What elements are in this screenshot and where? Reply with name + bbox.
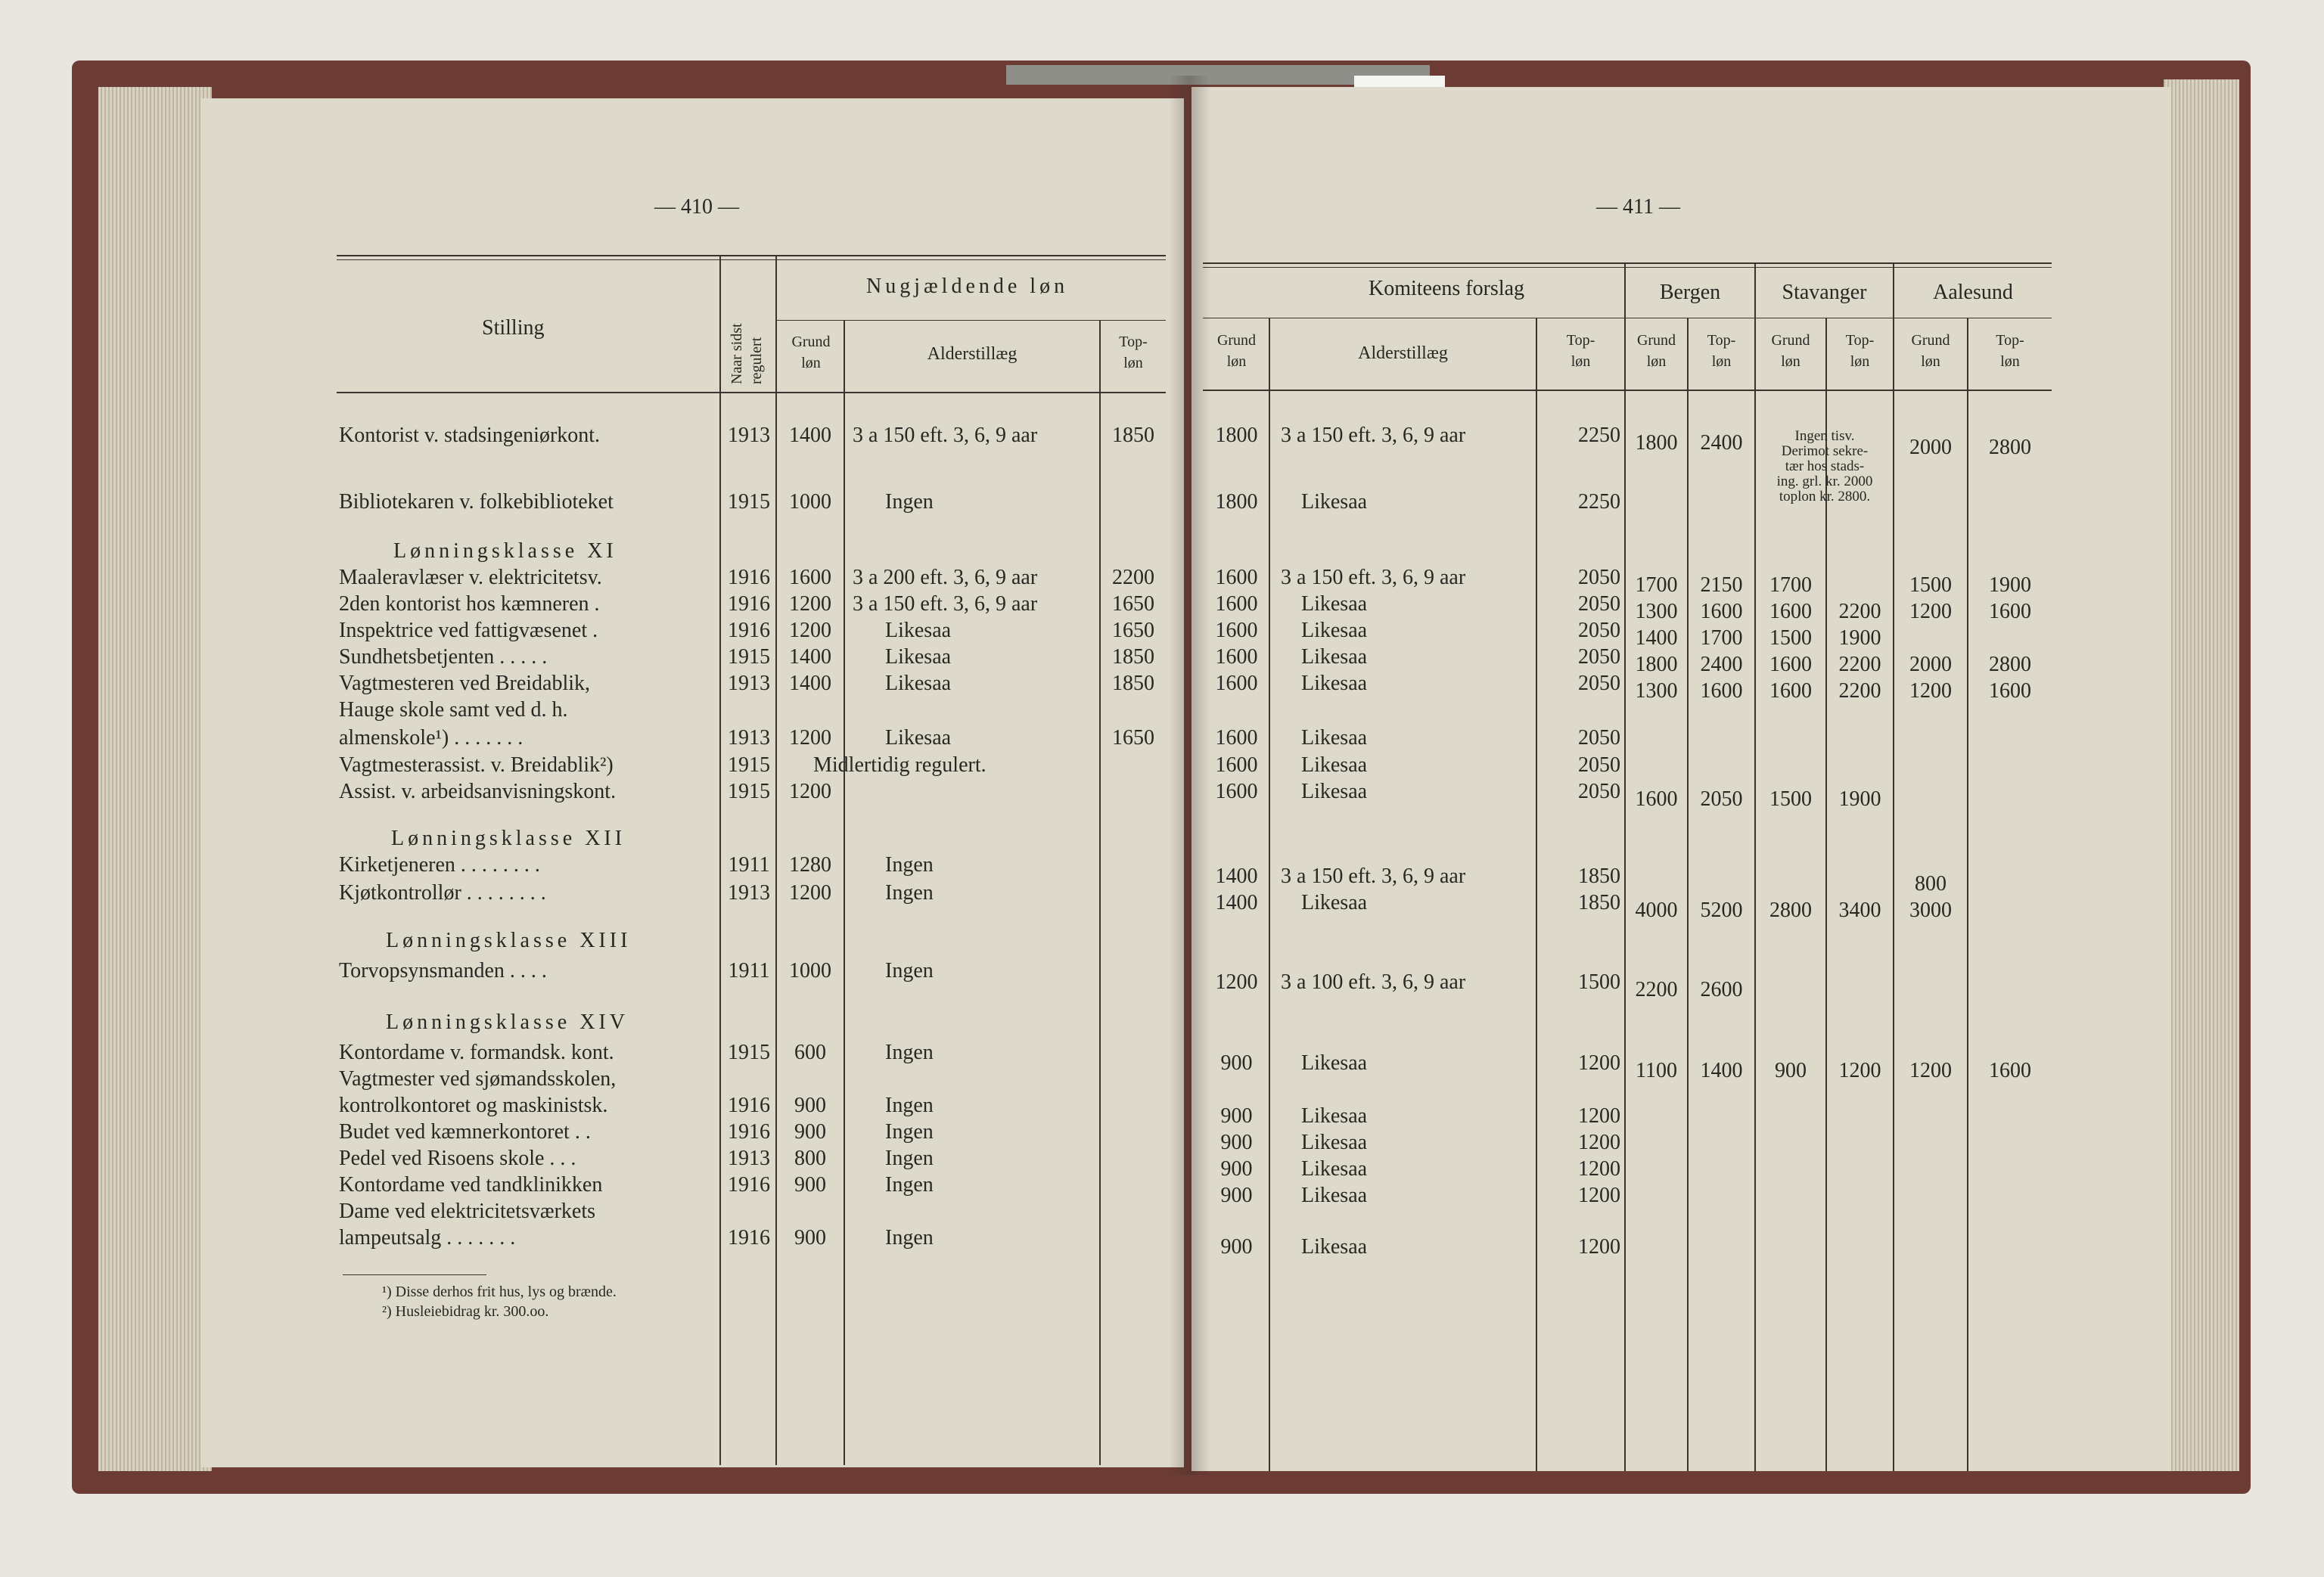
right-cell-k_grund: 900 — [1220, 1235, 1253, 1259]
right-cell-k_alder: Likesaa — [1301, 672, 1368, 695]
left-cell-stilling: Dame ved elektricitetsværkets — [339, 1200, 595, 1223]
left-cell-grund: 1200 — [789, 619, 831, 642]
left-cell-stilling: Hauge skole samt ved d. h. — [339, 698, 568, 722]
right-cell-k_grund: 1200 — [1215, 970, 1258, 994]
left-cell-top: 1850 — [1112, 424, 1154, 447]
left-cell-alder: Ingen — [885, 853, 934, 877]
class-heading-xiii: Lønningsklasse XIII — [386, 929, 632, 952]
left-cell-grund: 1200 — [789, 726, 831, 750]
right-cell-k_alder: 3 a 100 eft. 3, 6, 9 aar — [1281, 970, 1466, 994]
right-cell-k_top: 1500 — [1578, 970, 1620, 994]
left-cell-top: 1850 — [1112, 672, 1154, 695]
right-cell-k_top: 2050 — [1578, 672, 1620, 695]
right-cell-a_top: 2800 — [1989, 653, 2031, 676]
left-cell-stilling: Kirketjeneren . . . . . . . . — [339, 853, 540, 877]
header-stilling: Stilling — [482, 316, 545, 340]
right-cell-k_grund: 1600 — [1215, 645, 1258, 669]
left-cell-aar: 1913 — [728, 726, 770, 750]
left-cell-top: 1850 — [1112, 645, 1154, 669]
left-cell-stilling: Bibliotekaren v. folkebiblioteket — [339, 490, 614, 514]
subheader-grund-2: løn — [1781, 353, 1800, 370]
right-cell-s_top: 3400 — [1838, 899, 1881, 922]
right-cell-a_grund: 1500 — [1909, 573, 1952, 597]
right-cell-k_grund: 1600 — [1215, 619, 1258, 642]
stavanger-note-line: Derimot sekre- — [1781, 443, 1869, 459]
page-edges-right — [2164, 79, 2239, 1471]
right-cell-b_grund: 2200 — [1635, 978, 1678, 1001]
col-divider — [844, 320, 845, 1465]
right-cell-k_alder: Likesaa — [1301, 619, 1368, 642]
right-cell-k_top: 1200 — [1578, 1157, 1620, 1181]
footnote-1: ¹) Disse derhos frit hus, lys og brænde. — [382, 1284, 617, 1300]
right-cell-k_top: 1850 — [1578, 865, 1620, 888]
right-cell-b_top: 1600 — [1700, 679, 1743, 703]
right-cell-k_grund: 1600 — [1215, 753, 1258, 777]
header-naar-2: regulert — [748, 337, 765, 384]
right-cell-k_alder: Likesaa — [1301, 780, 1368, 803]
right-cell-k_alder: Likesaa — [1301, 891, 1368, 914]
right-cell-k_alder: 3 a 150 eft. 3, 6, 9 aar — [1281, 566, 1466, 589]
right-cell-k_top: 1200 — [1578, 1235, 1620, 1259]
rule — [337, 392, 1166, 393]
right-cell-k_grund: 1600 — [1215, 726, 1258, 750]
left-cell-stilling: Kontordame v. formandsk. kont. — [339, 1041, 614, 1064]
left-cell-alder: Ingen — [885, 490, 934, 514]
left-cell-stilling: Inspektrice ved fattigvæsenet . — [339, 619, 598, 642]
right-cell-s_top: 2200 — [1838, 679, 1881, 703]
right-cell-k_top: 1850 — [1578, 891, 1620, 914]
right-cell-k_alder: Likesaa — [1301, 753, 1368, 777]
left-cell-aar: 1915 — [728, 490, 770, 514]
subheader-top-2: løn — [1850, 353, 1870, 370]
right-cell-k_top: 2050 — [1578, 753, 1620, 777]
left-cell-stilling: kontrolkontoret og maskinistsk. — [339, 1094, 608, 1117]
left-cell-alder: Ingen — [885, 881, 934, 905]
right-cell-b_top: 2150 — [1700, 573, 1743, 597]
left-cell-aar: 1913 — [728, 1147, 770, 1170]
left-cell-aar: 1913 — [728, 881, 770, 905]
right-cell-s_top: 2200 — [1838, 653, 1881, 676]
left-cell-alder: Ingen — [885, 1226, 934, 1249]
right-cell-b_top: 2050 — [1700, 787, 1743, 811]
right-cell-k_alder: 3 a 150 eft. 3, 6, 9 aar — [1281, 424, 1466, 447]
right-cell-s_top: 1900 — [1838, 787, 1881, 811]
right-cell-b_grund: 1700 — [1635, 573, 1678, 597]
left-cell-top: 1650 — [1112, 592, 1154, 616]
right-cell-k_grund: 1800 — [1215, 424, 1258, 447]
left-cell-stilling: almenskole¹) . . . . . . . — [339, 726, 524, 750]
subheader-grund-1: Grund — [1636, 332, 1676, 349]
left-cell-alder: Likesaa — [885, 619, 952, 642]
right-cell-k_alder: Likesaa — [1301, 592, 1368, 616]
left-cell-stilling: Vagtmesterassist. v. Breidablik²) — [339, 753, 614, 777]
col-divider — [1687, 318, 1689, 1471]
right-cell-s_top: 1900 — [1838, 626, 1881, 650]
header-komiteens: Komiteens forslag — [1368, 277, 1525, 300]
subheader-top-1: Top- — [1845, 332, 1875, 349]
subheader-grund-1: Grund — [1216, 332, 1257, 349]
right-cell-b_top: 2400 — [1700, 431, 1743, 455]
right-cell-k_top: 2250 — [1578, 424, 1620, 447]
right-cell-a_grund: 1200 — [1909, 600, 1952, 623]
page-number-left: — 410 — — [654, 195, 739, 219]
left-cell-grund: 1200 — [789, 881, 831, 905]
right-cell-k_top: 2050 — [1578, 780, 1620, 803]
right-cell-k_alder: Likesaa — [1301, 1235, 1368, 1259]
subheader-top-2: løn — [1571, 353, 1591, 370]
book-gutter — [1169, 76, 1210, 1475]
right-cell-k_grund: 1600 — [1215, 780, 1258, 803]
page-edges-left — [98, 87, 212, 1471]
right-cell-k_alder: Likesaa — [1301, 645, 1368, 669]
subheader-top-1: Top- — [1707, 332, 1736, 349]
left-cell-grund: 1000 — [789, 959, 831, 983]
left-cell-top: 1650 — [1112, 619, 1154, 642]
left-cell-stilling: Budet ved kæmnerkontoret . . — [339, 1120, 591, 1144]
right-cell-k_grund: 900 — [1220, 1184, 1253, 1207]
left-cell-aar: 1916 — [728, 566, 770, 589]
stavanger-note-line: Ingen tisv. — [1794, 428, 1855, 444]
subheader-top-2: løn — [2000, 353, 2020, 370]
stavanger-note-line: ing. grl. kr. 2000 — [1776, 473, 1873, 489]
left-cell-grund: 1400 — [789, 645, 831, 669]
rule — [337, 255, 1166, 256]
left-cell-aar: 1915 — [728, 780, 770, 803]
right-cell-k_top: 2050 — [1578, 566, 1620, 589]
left-cell-aar: 1911 — [728, 959, 770, 983]
right-cell-k_grund: 1800 — [1215, 490, 1258, 514]
left-cell-alder: Ingen — [885, 1147, 934, 1170]
right-cell-a_grund: 3000 — [1909, 899, 1952, 922]
right-cell-k_grund: 900 — [1220, 1131, 1253, 1154]
subheader-grund-1: Grund — [1771, 332, 1810, 349]
left-cell-alder: Ingen — [885, 1094, 934, 1117]
right-cell-b_top: 1600 — [1700, 600, 1743, 623]
left-cell-stilling: Kjøtkontrollør . . . . . . . . — [339, 881, 546, 905]
right-cell-a_top: 1900 — [1989, 573, 2031, 597]
subheader-alderstillaeg: Alderstillæg — [1358, 343, 1448, 363]
right-cell-b_grund: 4000 — [1635, 899, 1678, 922]
left-cell-grund: 900 — [794, 1226, 826, 1249]
left-cell-grund: 1000 — [789, 490, 831, 514]
right-cell-k_grund: 900 — [1220, 1051, 1253, 1075]
header-grund-1: Grund — [791, 334, 831, 350]
right-cell-b_grund: 1100 — [1636, 1059, 1677, 1082]
left-cell-stilling: Pedel ved Risoens skole . . . — [339, 1147, 576, 1170]
rule — [337, 259, 1166, 260]
left-cell-stilling: Assist. v. arbeidsanvisningskont. — [339, 780, 617, 803]
right-cell-b_grund: 1600 — [1635, 787, 1678, 811]
col-divider — [1754, 262, 1756, 1471]
left-cell-stilling: Sundhetsbetjenten . . . . . — [339, 645, 548, 669]
left-cell-grund: 600 — [794, 1041, 826, 1064]
right-cell-k_grund: 1600 — [1215, 566, 1258, 589]
stavanger-note-line: toplon kr. 2800. — [1779, 489, 1871, 504]
subheader-top-1: Top- — [1566, 332, 1595, 349]
header-aalesund: Aalesund — [1933, 281, 2013, 304]
right-cell-a_grund: 1200 — [1909, 679, 1952, 703]
right-cell-k_top: 1200 — [1578, 1051, 1620, 1075]
right-cell-k_top: 2050 — [1578, 645, 1620, 669]
subheader-grund-2: løn — [1226, 353, 1247, 370]
left-cell-top: 1650 — [1112, 726, 1154, 750]
right-cell-s_grund: 900 — [1775, 1059, 1807, 1082]
footnote-2: ²) Husleiebidrag kr. 300.oo. — [382, 1303, 549, 1320]
subheader-grund-2: løn — [1646, 353, 1667, 370]
rule — [775, 320, 1166, 321]
rule — [1203, 267, 2052, 268]
right-cell-a_grund: 2000 — [1909, 436, 1952, 459]
right-cell-k_grund: 1600 — [1215, 592, 1258, 616]
left-cell-grund: 1200 — [789, 780, 831, 803]
header-top-1: Top- — [1119, 334, 1148, 350]
left-cell-aar: 1916 — [728, 592, 770, 616]
subheader-top-2: løn — [1711, 353, 1732, 370]
left-cell-alder: Ingen — [885, 1173, 934, 1197]
subheader-grund-2: løn — [1921, 353, 1940, 370]
header-grund-2: løn — [801, 355, 821, 371]
left-cell-stilling: Maaleravlæser v. elektricitetsv. — [339, 566, 602, 589]
left-cell-aar: 1915 — [728, 1041, 770, 1064]
stavanger-note-line: tær hos stads- — [1785, 458, 1865, 474]
right-cell-a_grund: 1200 — [1909, 1059, 1952, 1082]
left-cell-alder: 3 a 150 eft. 3, 6, 9 aar — [853, 424, 1038, 447]
left-cell-grund: 900 — [794, 1173, 826, 1197]
right-cell-b_grund: 1300 — [1635, 679, 1678, 703]
left-cell-aar: 1916 — [728, 1226, 770, 1249]
left-cell-alder: Ingen — [885, 1120, 934, 1144]
left-cell-grund: 1280 — [789, 853, 831, 877]
right-cell-b_grund: 1300 — [1635, 600, 1678, 623]
right-cell-a_top: 1600 — [1989, 1059, 2031, 1082]
header-top-2: løn — [1123, 355, 1143, 371]
right-cell-s_grund: 1700 — [1769, 573, 1812, 597]
right-cell-k_top: 2250 — [1578, 490, 1620, 514]
left-cell-stilling: Vagtmesteren ved Breidablik, — [339, 672, 591, 695]
right-cell-k_top: 2050 — [1578, 726, 1620, 750]
right-cell-s_grund: 1500 — [1769, 626, 1812, 650]
class-heading-xii: Lønningsklasse XII — [391, 827, 626, 850]
right-cell-k_grund: 1600 — [1215, 672, 1258, 695]
left-cell-grund: 900 — [794, 1094, 826, 1117]
right-cell-s_grund: 2800 — [1769, 899, 1812, 922]
rule — [1203, 390, 2052, 391]
class-heading-xiv: Lønningsklasse XIV — [386, 1010, 629, 1034]
header-bergen: Bergen — [1659, 281, 1721, 304]
subheader-grund-1: Grund — [1911, 332, 1950, 349]
right-cell-k_top: 2050 — [1578, 592, 1620, 616]
left-cell-aar: 1916 — [728, 619, 770, 642]
right-cell-b_top: 2600 — [1700, 978, 1743, 1001]
left-cell-aar: 1916 — [728, 1094, 770, 1117]
col-divider — [1269, 318, 1270, 1471]
left-cell-grund: 1400 — [789, 424, 831, 447]
right-cell-b_grund: 1400 — [1635, 626, 1678, 650]
right-cell-k_top: 1200 — [1578, 1104, 1620, 1128]
left-cell-aar: 1913 — [728, 672, 770, 695]
left-cell-grund: 1400 — [789, 672, 831, 695]
right-cell-k_alder: Likesaa — [1301, 1184, 1368, 1207]
left-cell-aar: 1913 — [728, 424, 770, 447]
right-cell-b_top: 1700 — [1700, 626, 1743, 650]
right-cell-a_grund: 800 — [1915, 872, 1947, 896]
col-divider — [1967, 318, 1968, 1471]
right-cell-a_top: 1600 — [1989, 679, 2031, 703]
left-cell-stilling: Kontorist v. stadsingeniørkont. — [339, 424, 601, 447]
right-cell-k_grund: 1400 — [1215, 865, 1258, 888]
left-cell-aar: 1916 — [728, 1120, 770, 1144]
right-cell-s_top: 1200 — [1838, 1059, 1881, 1082]
left-cell-grund: 900 — [794, 1120, 826, 1144]
right-cell-b_grund: 1800 — [1635, 653, 1678, 676]
left-cell-alder: Likesaa — [885, 672, 952, 695]
header-naar-1: Naar sidst — [729, 323, 745, 384]
left-cell-alder: Likesaa — [885, 645, 952, 669]
page-number-right: — 411 — — [1596, 195, 1680, 219]
col-divider — [719, 255, 721, 1465]
left-cell-grund: 1600 — [789, 566, 831, 589]
right-cell-k_top: 1200 — [1578, 1184, 1620, 1207]
right-cell-k_grund: 900 — [1220, 1157, 1253, 1181]
right-cell-k_alder: Likesaa — [1301, 1051, 1368, 1075]
subheader-top-1: Top- — [1996, 332, 2024, 349]
left-cell-alder: 3 a 150 eft. 3, 6, 9 aar — [853, 592, 1038, 616]
right-cell-k_alder: 3 a 150 eft. 3, 6, 9 aar — [1281, 865, 1466, 888]
right-cell-k_alder: Likesaa — [1301, 490, 1368, 514]
left-cell-grund: 800 — [794, 1147, 826, 1170]
right-cell-b_top: 1400 — [1700, 1059, 1743, 1082]
left-cell-stilling: Kontordame ved tandklinikken — [339, 1173, 603, 1197]
right-cell-b_grund: 1800 — [1635, 431, 1678, 455]
right-cell-k_grund: 1400 — [1215, 891, 1258, 914]
left-cell-alder: Ingen — [885, 959, 934, 983]
left-page — [200, 98, 1184, 1467]
right-cell-k_top: 2050 — [1578, 619, 1620, 642]
rule — [1203, 262, 2052, 264]
class-heading-xi: Lønningsklasse XI — [393, 539, 617, 563]
header-nugjaeldende: Nugjældende løn — [866, 275, 1069, 298]
left-cell-stilling: Torvopsynsmanden . . . . — [339, 959, 547, 983]
left-cell-grund: 1200 — [789, 592, 831, 616]
right-cell-s_grund: 1600 — [1769, 653, 1812, 676]
right-cell-a_top: 2800 — [1989, 436, 2031, 459]
right-cell-k_alder: Likesaa — [1301, 1104, 1368, 1128]
right-cell-k_alder: Likesaa — [1301, 1157, 1368, 1181]
right-cell-k_grund: 900 — [1220, 1104, 1253, 1128]
right-cell-b_top: 5200 — [1700, 899, 1743, 922]
left-cell-aar: 1915 — [728, 753, 770, 777]
footnote-rule — [343, 1274, 486, 1275]
right-cell-a_top: 1600 — [1989, 600, 2031, 623]
right-cell-s_top: 2200 — [1838, 600, 1881, 623]
left-cell-aar: 1916 — [728, 1173, 770, 1197]
right-cell-k_alder: Likesaa — [1301, 1131, 1368, 1154]
left-cell-alder: 3 a 200 eft. 3, 6, 9 aar — [853, 566, 1038, 589]
left-cell-aar: 1911 — [728, 853, 770, 877]
header-alderstillaeg: Alderstillæg — [927, 344, 1018, 364]
right-cell-k_top: 1200 — [1578, 1131, 1620, 1154]
left-cell-stilling: 2den kontorist hos kæmneren . — [339, 592, 600, 616]
left-cell-stilling: Vagtmester ved sjømandsskolen, — [339, 1067, 617, 1091]
right-page — [1192, 87, 2171, 1471]
left-cell-top: 2200 — [1112, 566, 1154, 589]
right-cell-k_alder: Likesaa — [1301, 726, 1368, 750]
right-cell-b_top: 2400 — [1700, 653, 1743, 676]
right-cell-s_grund: 1600 — [1769, 679, 1812, 703]
right-cell-s_grund: 1500 — [1769, 787, 1812, 811]
header-stavanger: Stavanger — [1782, 281, 1867, 304]
left-cell-alder: Midlertidig regulert. — [813, 753, 986, 777]
left-cell-stilling: lampeutsalg . . . . . . . — [339, 1226, 516, 1249]
left-cell-alder: Ingen — [885, 1041, 934, 1064]
left-cell-alder: Likesaa — [885, 726, 952, 750]
left-cell-aar: 1915 — [728, 645, 770, 669]
right-cell-s_grund: 1600 — [1769, 600, 1812, 623]
right-cell-a_grund: 2000 — [1909, 653, 1952, 676]
